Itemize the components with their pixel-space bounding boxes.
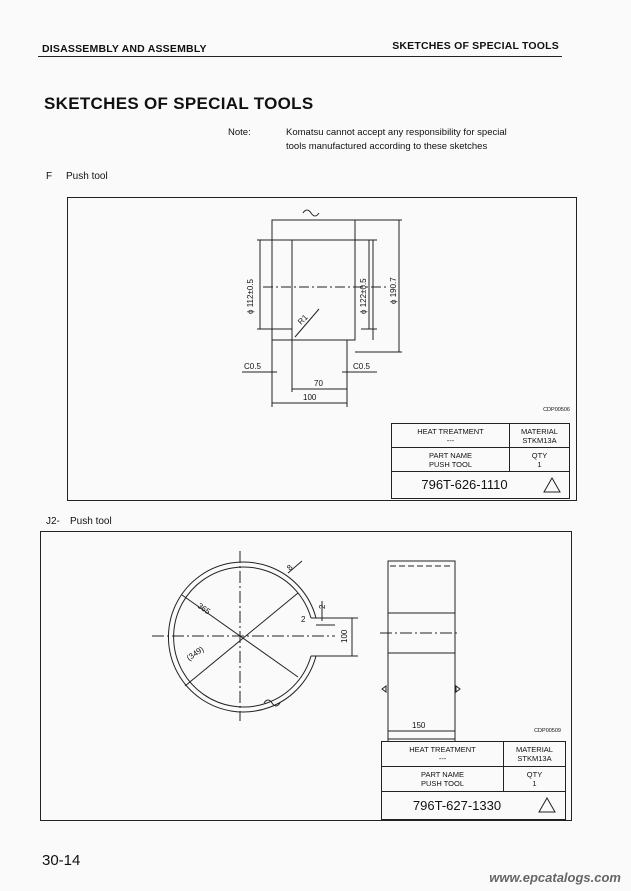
dim-f-r: R1 — [296, 312, 310, 327]
tb-f-ht — [392, 424, 510, 448]
dim-f-c1: C0.5 — [244, 362, 261, 371]
tb-f-qty — [510, 448, 569, 472]
note-text — [286, 126, 507, 154]
dim-j2-150: 150 — [412, 721, 426, 730]
section-j2-label: J2- — [46, 516, 60, 527]
title-block-f — [391, 423, 570, 499]
header-left: DISASSEMBLY AND ASSEMBLY — [42, 43, 207, 55]
drawing-frame-f — [67, 197, 577, 501]
tb-f-pn-value: PUSH TOOL — [428, 460, 473, 469]
triangle-icon — [537, 796, 557, 814]
dim-f-l1: 70 — [314, 379, 323, 388]
note-label: Note: — [228, 127, 251, 138]
header-right: SKETCHES OF SPECIAL TOOLS — [392, 40, 559, 52]
title-block-j2 — [381, 741, 566, 820]
page-number: 30-14 — [42, 852, 81, 869]
tb-j2-ht-value: --- — [438, 754, 447, 763]
part-number-f: 796T-626-1110 — [421, 477, 508, 492]
tb-j2-ht — [382, 742, 504, 767]
section-f-label: F — [46, 171, 53, 182]
tb-j2-mat-value: STKM13A — [517, 754, 552, 763]
part-number-j2: 796T-627-1330 — [412, 798, 502, 813]
triangle-icon — [542, 476, 562, 494]
dim-f-c2: C0.5 — [353, 362, 370, 371]
tb-j2-pn-value: PUSH TOOL — [420, 779, 465, 788]
tb-j2-pn — [382, 767, 504, 792]
page-title: SKETCHES OF SPECIAL TOOLS — [44, 94, 314, 113]
note-line-1: Komatsu cannot accept any responsibility for special — [286, 127, 507, 138]
tb-f-ht-label: HEAT TREATMENT — [417, 427, 484, 436]
drawing-code-f: CDP00506 — [543, 407, 570, 413]
tb-f-qty-label: QTY — [531, 451, 548, 460]
tb-j2-mat-label: MATERIAL — [516, 745, 553, 754]
section-j2-name: Push tool — [70, 516, 112, 527]
dim-f-d3: ϕ 190.7 — [389, 277, 398, 304]
dim-f-d2: ϕ 122±0.5 — [359, 278, 368, 314]
note-line-2: tools manufactured according to these sketches — [286, 141, 488, 152]
tb-j2-qty-value: 1 — [532, 779, 537, 788]
dim-j2-8: 8 — [285, 562, 295, 573]
section-f-name: Push tool — [66, 171, 108, 182]
dim-j2-100: 100 — [340, 629, 349, 643]
tb-f-ht-value: --- — [446, 436, 455, 445]
tb-j2-mat — [504, 742, 565, 767]
tb-j2-qty — [504, 767, 565, 792]
dim-j2-365: 365 — [195, 601, 212, 617]
tb-f-pn-label: PART NAME — [429, 451, 472, 460]
watermark: www.epcatalogs.com — [489, 870, 621, 885]
tb-f-mat-value: STKM13A — [522, 436, 557, 445]
drawing-frame-j2 — [40, 531, 572, 821]
tb-f-mat-label: MATERIAL — [521, 427, 558, 436]
tb-j2-ht-label: HEAT TREATMENT — [409, 745, 476, 754]
dim-j2-2a: 2 — [318, 604, 327, 609]
dim-f-d1: ϕ 112±0.5 — [246, 279, 255, 314]
tb-f-qty-value: 1 — [537, 460, 542, 469]
tb-f-pn — [392, 448, 510, 472]
dim-j2-349: (349) — [184, 644, 206, 663]
drawing-code-j2: CDP00509 — [534, 728, 561, 734]
tb-j2-qty-label: QTY — [526, 770, 543, 779]
tb-j2-pn-label: PART NAME — [421, 770, 464, 779]
header-rule — [38, 56, 562, 57]
dim-j2-2b: 2 — [301, 615, 306, 624]
dim-f-l2: 100 — [303, 393, 317, 402]
tb-f-mat — [510, 424, 569, 448]
